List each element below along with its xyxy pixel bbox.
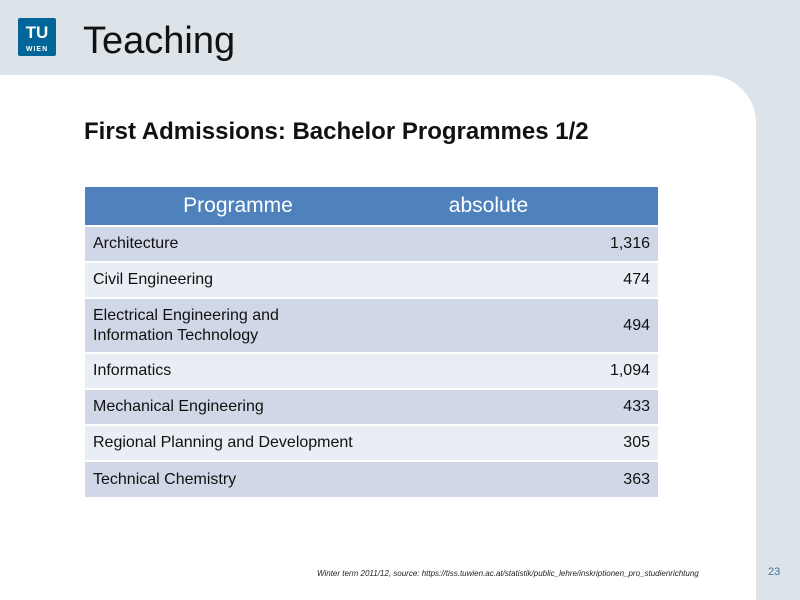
table-row	[85, 425, 658, 461]
programme-cell: Regional Planning and Development	[85, 425, 391, 461]
page-number: 23	[768, 566, 781, 578]
absolute-cell: 474	[391, 262, 658, 298]
absolute-cell: 363	[391, 461, 658, 497]
absolute-cell: 1,316	[391, 226, 658, 262]
slide-subtitle: First Admissions: Bachelor Programmes 1/2	[84, 118, 589, 145]
admissions-table	[85, 187, 658, 497]
column-header-absolute: absolute	[391, 187, 658, 226]
absolute-cell: 433	[391, 389, 658, 425]
table-row	[85, 461, 658, 497]
column-header-programme: Programme	[85, 187, 391, 226]
table-row	[85, 298, 658, 353]
tu-wien-logo	[18, 18, 56, 56]
slide-title: Teaching	[83, 20, 236, 62]
table-row	[85, 262, 658, 298]
table-row	[85, 389, 658, 425]
programme-cell: Mechanical Engineering	[85, 389, 391, 425]
programme-cell: Civil Engineering	[85, 262, 391, 298]
programme-cell: Technical Chemistry	[85, 461, 391, 497]
absolute-cell: 305	[391, 425, 658, 461]
programme-cell: Informatics	[85, 353, 391, 389]
programme-cell: Electrical Engineering and Information Technology	[85, 298, 391, 353]
absolute-cell: 1,094	[391, 353, 658, 389]
programme-cell: Architecture	[85, 226, 391, 262]
source-footnote: Winter term 2011/12, source: https://tiss.tuwien.ac.at/statistik/public_lehre/inskriptionen_pro_studienrichtung	[317, 569, 699, 578]
table-row	[85, 353, 658, 389]
table-row	[85, 226, 658, 262]
table-header-row	[85, 187, 658, 226]
absolute-cell: 494	[391, 298, 658, 353]
logo-text-bottom: WIEN	[25, 46, 49, 53]
logo-text-top: TU	[25, 23, 49, 42]
